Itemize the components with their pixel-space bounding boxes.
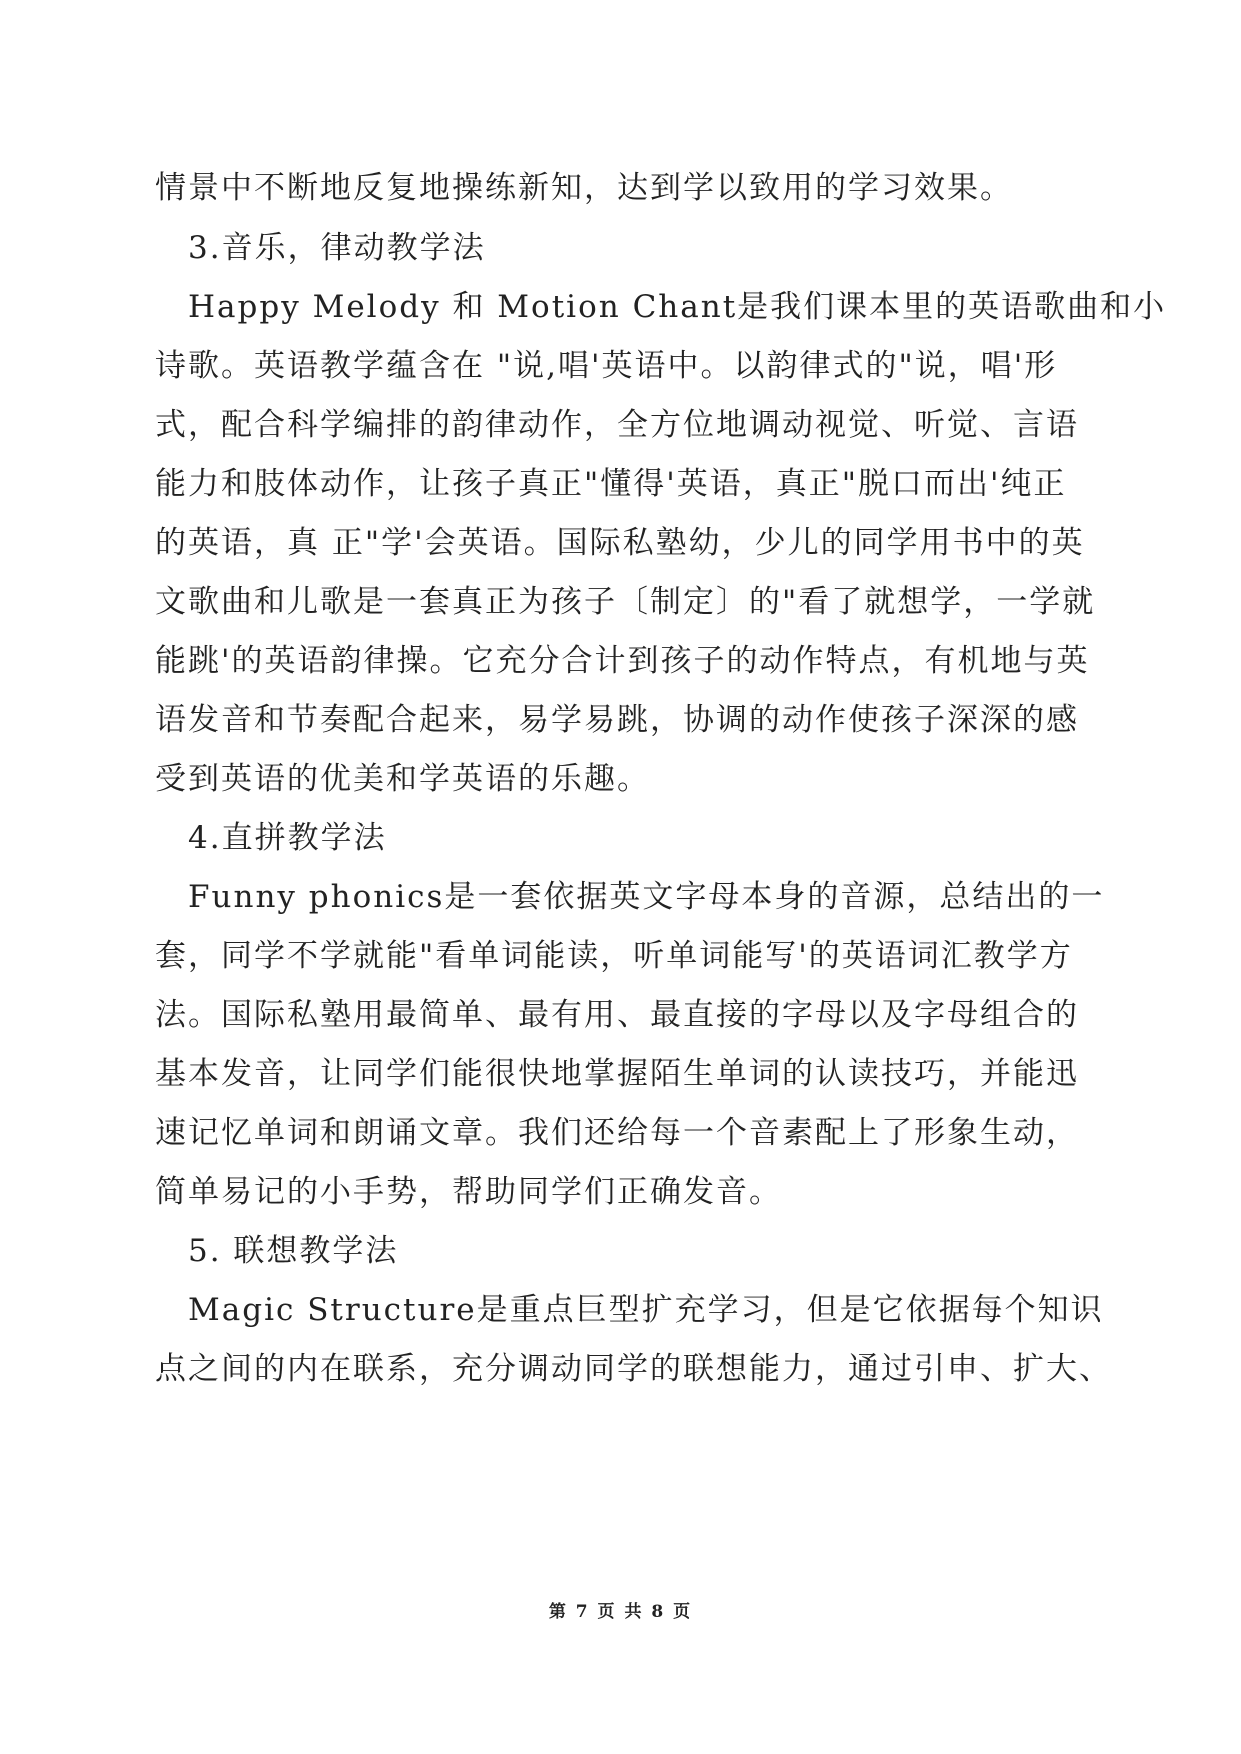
body-line: 能跳'的英语韵律操。它充分合计到孩子的动作特点，有机地与英 bbox=[155, 643, 1090, 679]
body-line: Magic Structure是重点巨型扩充学习，但是它依据每个知识 bbox=[188, 1292, 1104, 1328]
section-heading: 3.音乐，律动教学法 bbox=[188, 230, 486, 266]
body-line: 诗歌。英语教学蕴含在 "说,唱'英语中。以韵律式的"说，唱'形 bbox=[155, 348, 1058, 384]
body-line: Funny phonics是一套依据英文字母本身的音源，总结出的一 bbox=[188, 879, 1105, 915]
body-line: 语发音和节奏配合起来，易学易跳，协调的动作使孩子深深的感 bbox=[155, 702, 1079, 738]
body-line: 文歌曲和儿歌是一套真正为孩子〔制定〕的"看了就想学，一学就 bbox=[155, 584, 1096, 620]
body-line: 式，配合科学编排的韵律动作，全方位地调动视觉、听觉、言语 bbox=[155, 407, 1079, 443]
body-line: 简单易记的小手势，帮助同学们正确发音。 bbox=[155, 1174, 782, 1210]
body-line: 受到英语的优美和学英语的乐趣。 bbox=[155, 761, 650, 797]
body-line: Happy Melody 和 Motion Chant是我们课本里的英语歌曲和小 bbox=[188, 289, 1167, 325]
body-line: 点之间的内在联系，充分调动同学的联想能力，通过引申、扩大、 bbox=[155, 1351, 1112, 1387]
section-heading: 4.直拼教学法 bbox=[188, 820, 387, 856]
body-line: 能力和肢体动作，让孩子真正"懂得'英语，真正"脱口而出'纯正 bbox=[155, 466, 1067, 502]
body-line: 的英语，真 正"学'会英语。国际私塾幼，少儿的同学用书中的英 bbox=[155, 525, 1085, 561]
body-line: 速记忆单词和朗诵文章。我们还给每一个音素配上了形象生动， bbox=[155, 1115, 1079, 1151]
body-line: 法。国际私塾用最简单、最有用、最直接的字母以及字母组合的 bbox=[155, 997, 1079, 1033]
body-line: 套，同学不学就能"看单词能读，听单词能写'的英语词汇教学方 bbox=[155, 938, 1073, 974]
section-heading: 5. 联想教学法 bbox=[188, 1233, 399, 1269]
page-number: 第 7 页 共 8 页 bbox=[548, 1602, 693, 1622]
body-line: 基本发音，让同学们能很快地掌握陌生单词的认读技巧，并能迅 bbox=[155, 1056, 1079, 1092]
body-line: 情景中不断地反复地操练新知，达到学以致用的学习效果。 bbox=[155, 170, 1013, 206]
